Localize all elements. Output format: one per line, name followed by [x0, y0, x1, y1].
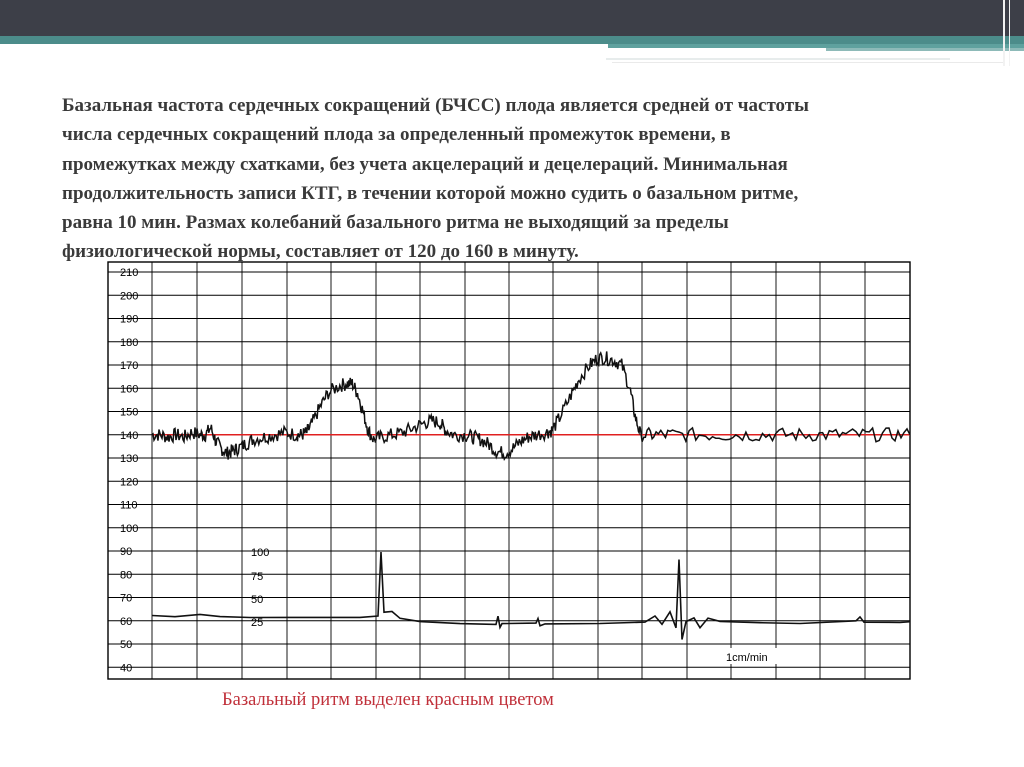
fhr-tick-label: 150 — [120, 406, 139, 419]
fhr-tick-label: 130 — [120, 453, 139, 465]
toco-tick-label: 40 — [120, 662, 133, 675]
fhr-tick-label: 170 — [120, 360, 139, 372]
toco-tick-label: 90 — [120, 546, 133, 558]
paragraph-line: физиологической нормы, составляет от 120 до 160 в минуту. — [62, 241, 579, 263]
fhr-tick-label: 140 — [120, 429, 139, 442]
paragraph-line: числа сердечных сокращений плода за определенный промежуток времени, в — [62, 124, 731, 146]
fhr-tick-label: 100 — [120, 522, 139, 535]
fhr-tick-label: 110 — [120, 499, 138, 512]
paragraph-line: промежутках между схатками, без учета акцелераций и децелераций. Минимальная — [62, 153, 788, 175]
paragraph-line: равна 10 мин. Размах колебаний базального ритма не выходящий за пределы — [62, 212, 729, 234]
fhr-tick-label: 180 — [120, 336, 139, 349]
toco-tick-label: 70 — [120, 592, 133, 605]
toco-tick-label: 80 — [120, 569, 133, 582]
speed-label: 1cm/min — [726, 652, 768, 664]
inner-scale-label: 25 — [251, 617, 264, 629]
fhr-tick-label: 200 — [120, 290, 139, 303]
toco-tick-label: 50 — [120, 639, 133, 651]
paragraph-line: продолжительность записи КТГ, в течении которой можно судить о базальном ритме, — [62, 182, 799, 204]
fhr-tick-label: 190 — [120, 313, 139, 326]
inner-scale-label: 75 — [251, 571, 264, 583]
chart-caption: Базальный ритм выделен красным цветом — [222, 690, 554, 710]
fhr-tick-label: 120 — [120, 476, 139, 489]
fhr-tick-label: 210 — [120, 267, 139, 279]
inner-scale-label: 50 — [251, 594, 264, 606]
fhr-tick-label: 160 — [120, 383, 139, 396]
paragraph-line: Базальная частота сердечных сокращений (БЧСС) плода является средней от частоты — [62, 95, 809, 116]
toco-tick-label: 60 — [120, 615, 133, 628]
inner-scale-label: 100 — [251, 547, 270, 559]
